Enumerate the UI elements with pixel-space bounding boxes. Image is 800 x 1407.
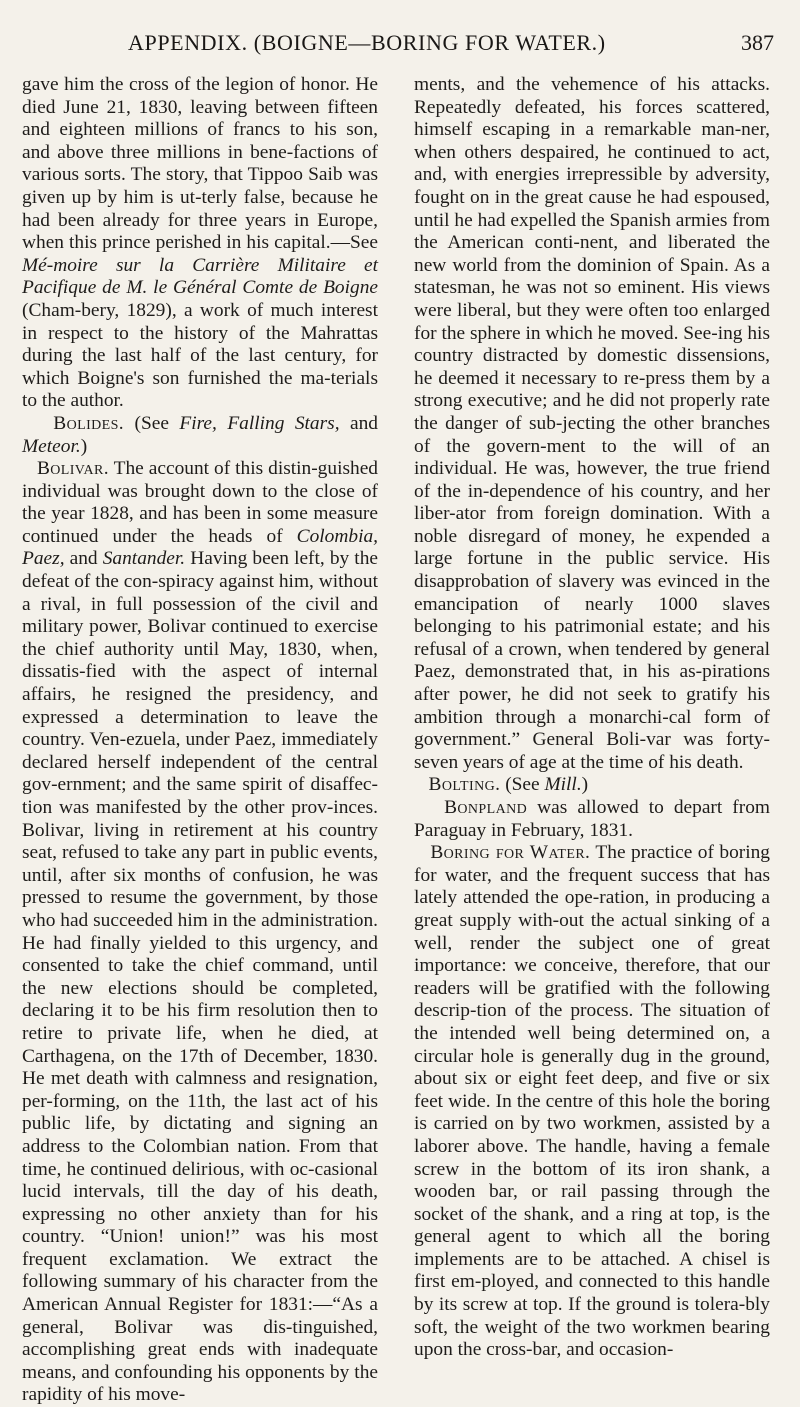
bolides-and: and <box>339 412 378 434</box>
bolivar-cross-refs: Colombia, Paez, <box>22 525 378 570</box>
page-number: 387 <box>741 30 774 55</box>
bolivar-entry <box>22 458 378 1407</box>
bolting-headword: Bolting. <box>428 774 501 796</box>
running-head: APPENDIX. (BOIGNE—BORING FOR WATER.) <box>128 30 606 55</box>
boigne-text-b: (Cham-bery, 1829), a work of much interest in respect to the history of the Mahrattas during the last half of the last century, for which Boigne's son furnished the ma-terials to the author. <box>22 299 378 412</box>
page-header <box>58 30 774 60</box>
bolivar-text-a: The account of this distin-guished individual was brought down to the close of the year 1828, and has been in some measure continued under the heads of <box>22 458 379 547</box>
bolides-meteor-ref: Meteor. <box>22 435 81 457</box>
bolides-text: (See <box>124 412 180 434</box>
boring-text: The practice of boring for water, and the frequent success that has lately attended the ope-ration, in producing a great supply with-out the actual sinking of a well, render the subject one of great importance: we conceive, therefore, that our readers will be gratified with the following descrip-tion of the process. The situation of the intended well being determined on, a circular hole is generally dug in the ground, about six or eight feet deep, and five or six feet wide. In the centre of this hole the boring is carried on by two workmen, assisted by a laborer above. The handle, having a female screw in the bottom of its iron shank, a wooden bar, or rail passing through the socket of the shank, and a ring at top, is the general agent to which all the boring implements are to be attached. A chisel is first em-ployed, and connected to this handle by its screw at top. If the ground is tolera-bly soft, the weight of the two workmen bearing upon the cross-bar, and occasion- <box>414 842 770 1361</box>
bolides-close: ) <box>80 435 88 457</box>
bolting-text: (See <box>500 774 545 796</box>
bolides-entry <box>22 413 378 458</box>
bonpland-headword: Bonpland <box>444 797 528 818</box>
boring-headword: Boring for Water. <box>430 842 591 864</box>
bolting-close: ) <box>581 774 589 796</box>
boigne-text-a: gave him the cross of the legion of honor. He died June 21, 1830, leaving between fifteen and eighteen millions of francs to his son, and above three millions in bene-factions of various sorts. The story, that Tippoo Saib was given up by him is ut-terly false, because he had been already for three years in Europe, when this prince perished in his capital.—See <box>22 74 378 254</box>
bolivar-text-b: Having been left, by the defeat of the con-spiracy against him, without a rival, in full possession of the civil and military power, Bolivar continued to exercise the chief authority until May, 1830, when, dissatis-fied with the aspect of internal affairs, he resigned the presidency, and expressed a determination to leave the country. Ven-ezuela, under Paez, immediately declared herself independent of the central gov-ernment; and the same spirit of disaffec-tion was manifested by the other prov-inces. Bolivar, living in retirement at his country seat, refused to take any part in public events, until, after six months of confusion, he was pressed to resume the government, by those who had succeeded him in the administration. He had finally yielded to this urgency, and consented to take the chief command, until the new elections should be completed, declaring it to be his firm resolution then to retire to private life, when he died, at Carthagena, on the 17th of December, 1830. He met death with calmness and resignation, per-forming, on the 11th, the last act of his public life, by dictating and signing an address to the Colombian nation. From that time, he continued delirious, with oc-casional lucid intervals, till the day of his death, expressing no other anxiety than for his country. “Union! union!” was his most frequent exclamation. We extract the following summary of his character from the American Annual Register for 1831:—“As a general, Bolivar was dis-tinguished, accomplishing great ends with inadequate means, and confounding his opponents by the rapidity of his move- <box>22 548 378 1406</box>
boring-for-water-entry <box>414 842 770 1362</box>
bolivar-entry-continuation: ments, and the vehemence of his attacks. Repeatedly defeated, his forces scattered, himself escaping in a remarkable man-ner, when others despaired, he continued to act, and, with energies irrepressible by adversity, fought on in the great cause he had espoused, until he had expelled the Spanish armies from the American conti-nent, and liberated the new world from the dominion of Spain. As a statesman, he was not so eminent. His views were liberal, but they were often too enlarged for the sphere in which he moved. See-ing his country distracted by domestic dissensions, he deemed it necessary to re-press them by a strong executive; and he did not properly rate the danger of sub-jecting the other branches of the govern-ment to the will of an individual. He was, however, the true friend of the in-dependence of his country, and her liber-ator from foreign domination. With a noble disregard of money, he expended a large fortune in the public service. His disapprobation of slavery was evinced in the emancipation of nearly 1000 slaves belonging to his patrimonial estate; and his refusal of a crown, when tendered by general Paez, demonstrated that, in his as-pirations after power, he did not seek to gratify his ambition through a monarchi-cal form of government.” General Boli-var was forty-seven years of age at the time of his death. <box>414 74 770 773</box>
boigne-entry-continuation <box>22 74 378 413</box>
bolivar-and: and <box>64 548 103 570</box>
bolting-mill-ref: Mill. <box>544 774 582 796</box>
bonpland-entry <box>414 797 770 842</box>
bolivar-santander-ref: Santander. <box>102 548 186 570</box>
bolivar-headword: Bolivar. <box>36 458 109 480</box>
bolides-headword: Bolides. <box>53 412 125 434</box>
right-column <box>414 74 770 1362</box>
bonpland-text: was allowed to depart from Paraguay in February, 1831. <box>414 797 770 841</box>
left-column <box>22 74 378 1407</box>
bolides-cross-refs: Fire, Falling Stars, <box>179 412 340 434</box>
bolting-entry <box>414 774 770 797</box>
boigne-cited-title: Mé-moire sur la Carrière Militaire et Pacifique de M. le Général Comte de Boigne <box>22 254 378 299</box>
